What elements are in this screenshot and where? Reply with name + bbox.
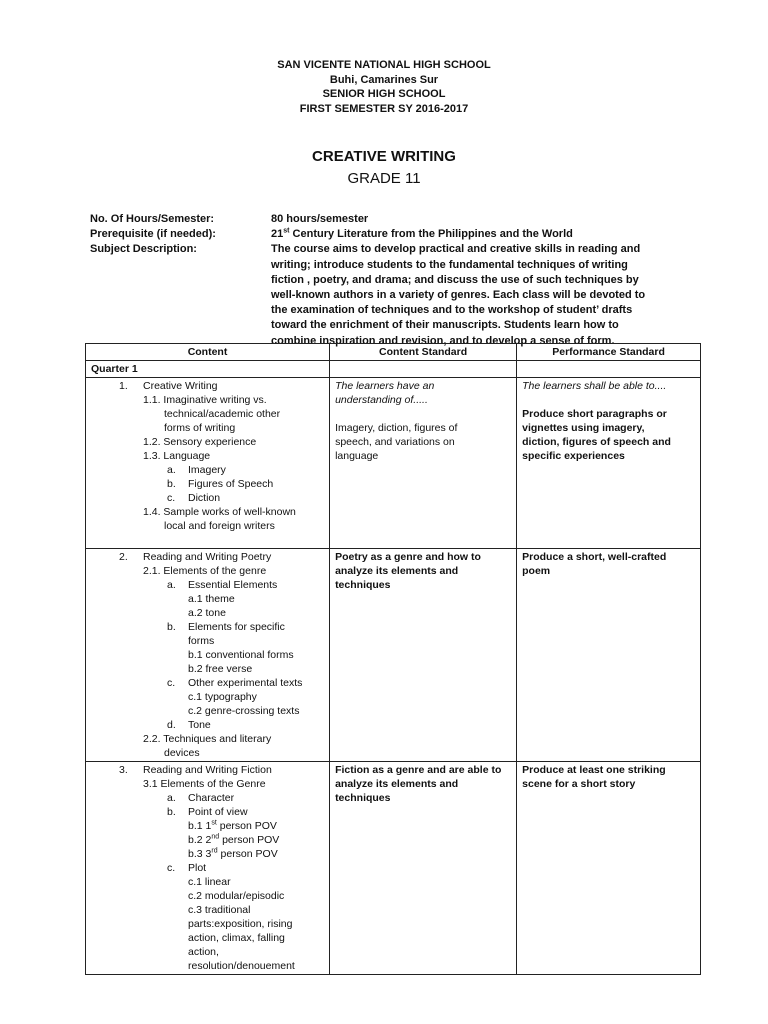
line-text: forms of writing bbox=[164, 422, 236, 434]
line-text: a.1 theme bbox=[188, 593, 235, 605]
line-subtext: Tone bbox=[188, 719, 211, 731]
line-text: b.3 3rd person POV bbox=[188, 847, 278, 860]
prereq-superscript: st bbox=[283, 227, 290, 235]
cell-line: Produce a short, well-crafted bbox=[522, 551, 667, 563]
table-row bbox=[86, 762, 701, 975]
quarter-empty-cell bbox=[330, 361, 517, 378]
line-subtext: Plot bbox=[188, 862, 207, 874]
header-content-standard: Content Standard bbox=[330, 344, 517, 361]
cell-line bbox=[91, 421, 324, 435]
cell-line bbox=[91, 477, 324, 491]
cell-line: analyze its elements and bbox=[335, 778, 459, 790]
cell-line: speech, and variations on bbox=[335, 436, 455, 448]
cell-line: The learners shall be able to.... bbox=[522, 380, 667, 392]
cell-line: Imagery, diction, figures of bbox=[335, 422, 458, 434]
cell-line bbox=[91, 945, 324, 959]
line-text: a. bbox=[167, 792, 176, 804]
line-text: c.2 modular/episodic bbox=[188, 890, 285, 902]
line-superscript: st bbox=[211, 819, 217, 827]
cell-line bbox=[91, 861, 324, 875]
line-subtext: Elements for specific bbox=[188, 621, 285, 633]
cell-line bbox=[91, 889, 324, 903]
line-text: a. bbox=[167, 579, 176, 591]
cell-line bbox=[91, 847, 324, 861]
cell-line bbox=[91, 931, 324, 945]
content-cell bbox=[86, 549, 330, 762]
cell-line bbox=[91, 648, 324, 662]
cell-line bbox=[91, 379, 324, 393]
line-text: b.2 2nd person POV bbox=[188, 833, 280, 846]
line-text: d. bbox=[167, 719, 176, 731]
cell-line bbox=[91, 959, 324, 973]
line-text: a.2 tone bbox=[188, 607, 226, 619]
line-text: 1.1. Imaginative writing vs. bbox=[143, 394, 267, 406]
line-text-after: person POV bbox=[216, 820, 277, 832]
cell-line bbox=[91, 662, 324, 676]
line-subtext: Diction bbox=[188, 492, 221, 504]
header-content: Content bbox=[86, 344, 330, 361]
cell-line: understanding of..... bbox=[335, 394, 428, 406]
line-text: a. bbox=[167, 464, 176, 476]
line-text: devices bbox=[164, 747, 200, 759]
cell-line bbox=[91, 435, 324, 449]
school-level: SENIOR HIGH SCHOOL bbox=[322, 88, 446, 100]
cell-line bbox=[91, 704, 324, 718]
desc-line: combine inspiration and revision, and to develop a sense of form. bbox=[271, 334, 615, 347]
desc-line: toward the enrichment of their manuscripts. Students learn how to bbox=[271, 319, 619, 332]
line-text: action, climax, falling bbox=[188, 932, 285, 944]
meta-prereq-row bbox=[90, 227, 690, 242]
cell-line: Fiction as a genre and are able to bbox=[335, 764, 502, 776]
quarter-row bbox=[86, 361, 701, 378]
desc-line: The course aims to develop practical and creative skills in reading and bbox=[271, 243, 641, 256]
cell-line: Produce short paragraphs or bbox=[522, 408, 667, 420]
line-text: c. bbox=[167, 677, 176, 689]
line-text: forms bbox=[188, 635, 215, 647]
cell-line: techniques bbox=[335, 579, 391, 591]
cell-line bbox=[91, 875, 324, 889]
performance-standard-cell bbox=[517, 549, 701, 762]
line-text: b. bbox=[167, 478, 176, 490]
line-text: 1.4. Sample works of well-known bbox=[143, 506, 296, 518]
cell-line bbox=[91, 732, 324, 746]
cell-line bbox=[91, 606, 324, 620]
content-standard-cell bbox=[330, 762, 517, 975]
line-text: b. bbox=[167, 806, 176, 818]
line-text: b.2 free verse bbox=[188, 663, 253, 675]
cell-line bbox=[91, 592, 324, 606]
prereq-value bbox=[271, 227, 671, 242]
line-subtext: Other experimental texts bbox=[188, 677, 303, 689]
cell-line: diction, figures of speech and bbox=[522, 436, 671, 448]
table-row bbox=[86, 549, 701, 762]
cell-line bbox=[91, 449, 324, 463]
prereq-number: 21 bbox=[271, 228, 284, 241]
quarter-label: Quarter 1 bbox=[86, 361, 330, 378]
line-text-after: person POV bbox=[219, 834, 280, 846]
cell-line bbox=[91, 578, 324, 592]
line-text: 2.2. Techniques and literary bbox=[143, 733, 272, 745]
cell-line bbox=[91, 463, 324, 477]
content-standard-cell bbox=[330, 378, 517, 549]
school-name: SAN VICENTE NATIONAL HIGH SCHOOL bbox=[277, 59, 491, 71]
cell-line bbox=[91, 519, 324, 533]
table-header-row bbox=[86, 344, 701, 361]
cell-line bbox=[91, 746, 324, 760]
line-subtext: Reading and Writing Poetry bbox=[143, 551, 272, 563]
cell-line bbox=[91, 777, 324, 791]
blank-line bbox=[522, 393, 695, 407]
prereq-label: Prerequisite (if needed): bbox=[90, 228, 216, 241]
cell-line bbox=[91, 505, 324, 519]
cell-line: analyze its elements and bbox=[335, 565, 459, 577]
cell-line bbox=[91, 676, 324, 690]
school-location: Buhi, Camarines Sur bbox=[329, 73, 439, 86]
content-cell bbox=[86, 762, 330, 975]
cell-line bbox=[91, 805, 324, 819]
course-meta bbox=[90, 212, 690, 349]
cell-line: scene for a short story bbox=[522, 778, 636, 790]
meta-hours-row bbox=[90, 212, 690, 227]
cell-line bbox=[91, 718, 324, 732]
line-superscript: rd bbox=[211, 847, 218, 855]
school-header bbox=[0, 58, 768, 116]
line-text: c.2 genre-crossing texts bbox=[188, 705, 300, 717]
prereq-text: Century Literature from the Philippines and the World bbox=[289, 228, 573, 241]
line-text: 1.2. Sensory experience bbox=[143, 436, 257, 448]
line-subtext: Point of view bbox=[188, 806, 248, 818]
line-text: b. bbox=[167, 621, 176, 633]
cell-line bbox=[91, 634, 324, 648]
quarter-empty-cell bbox=[517, 361, 701, 378]
line-text: c. bbox=[167, 492, 176, 504]
content-standard-cell bbox=[330, 549, 517, 762]
cell-line: Produce at least one striking bbox=[522, 764, 666, 776]
line-text: b.1 conventional forms bbox=[188, 649, 294, 661]
line-text: 3.1 Elements of the Genre bbox=[143, 778, 266, 790]
desc-line: the examination of techniques and to the workshop of student’ drafts bbox=[271, 304, 633, 317]
line-subtext: Figures of Speech bbox=[188, 478, 274, 490]
table-row bbox=[86, 378, 701, 549]
desc-line: fiction , poetry, and drama; and discuss the use of such techniques by bbox=[271, 273, 639, 286]
course-title: CREATIVE WRITING bbox=[312, 148, 456, 165]
hours-label: No. Of Hours/Semester: bbox=[90, 213, 215, 225]
desc-line: writing; introduce students to the fundamental techniques of writing bbox=[271, 258, 628, 271]
header-performance-standard: Performance Standard bbox=[517, 344, 701, 361]
cell-line bbox=[91, 763, 324, 777]
cell-line bbox=[91, 833, 324, 847]
cell-line: language bbox=[335, 450, 379, 462]
cell-line bbox=[91, 393, 324, 407]
line-text: action, bbox=[188, 946, 219, 958]
line-subtext: Character bbox=[188, 792, 235, 804]
desc-label: Subject Description: bbox=[90, 243, 197, 256]
line-text: local and foreign writers bbox=[164, 520, 275, 532]
line-text: 3. bbox=[119, 764, 128, 776]
line-text: c.1 linear bbox=[188, 876, 231, 888]
line-subtext: Reading and Writing Fiction bbox=[143, 764, 272, 776]
course-grade: GRADE 11 bbox=[347, 170, 421, 187]
cell-line: vignettes using imagery, bbox=[522, 422, 645, 434]
hours-value: 80 hours/semester bbox=[271, 213, 369, 225]
blank-line bbox=[91, 533, 324, 547]
blank-line bbox=[335, 407, 511, 421]
cell-line bbox=[91, 491, 324, 505]
cell-line bbox=[91, 550, 324, 564]
curriculum-table bbox=[85, 343, 701, 975]
cell-line bbox=[91, 564, 324, 578]
cell-line: The learners have an bbox=[335, 380, 435, 392]
cell-line bbox=[91, 903, 324, 917]
cell-line bbox=[91, 791, 324, 805]
meta-desc-row bbox=[90, 242, 690, 348]
school-semester: FIRST SEMESTER SY 2016-2017 bbox=[299, 102, 469, 115]
line-subtext: Imagery bbox=[188, 464, 226, 476]
cell-line: techniques bbox=[335, 792, 391, 804]
cell-line bbox=[91, 407, 324, 421]
cell-line: Poetry as a genre and how to bbox=[335, 551, 481, 563]
line-text: c. bbox=[167, 862, 176, 874]
performance-standard-cell bbox=[517, 762, 701, 975]
cell-line bbox=[91, 819, 324, 833]
line-text: parts:exposition, rising bbox=[188, 918, 293, 930]
cell-line: poem bbox=[522, 565, 551, 577]
cell-line: specific experiences bbox=[522, 450, 625, 462]
line-text: resolution/denouement bbox=[188, 960, 295, 972]
cell-line bbox=[91, 917, 324, 931]
cell-line bbox=[91, 620, 324, 634]
line-text: technical/academic other bbox=[164, 408, 281, 420]
line-text-after: person POV bbox=[217, 848, 278, 860]
line-text: 2. bbox=[119, 551, 128, 563]
line-text: 1.3. Language bbox=[143, 450, 211, 462]
line-text: 2.1. Elements of the genre bbox=[143, 565, 267, 577]
content-cell bbox=[86, 378, 330, 549]
line-text: c.1 typography bbox=[188, 691, 257, 703]
line-subtext: Essential Elements bbox=[188, 579, 278, 591]
cell-line bbox=[91, 690, 324, 704]
desc-line: well-known authors in a variety of genres. Each class will be devoted to bbox=[271, 289, 646, 302]
performance-standard-cell bbox=[517, 378, 701, 549]
line-superscript: nd bbox=[211, 833, 220, 841]
line-text: 1. bbox=[119, 380, 128, 392]
line-text: b.1 1st person POV bbox=[188, 819, 277, 832]
line-subtext: Creative Writing bbox=[143, 380, 218, 392]
desc-value bbox=[271, 242, 671, 348]
line-text: c.3 traditional bbox=[188, 904, 251, 916]
